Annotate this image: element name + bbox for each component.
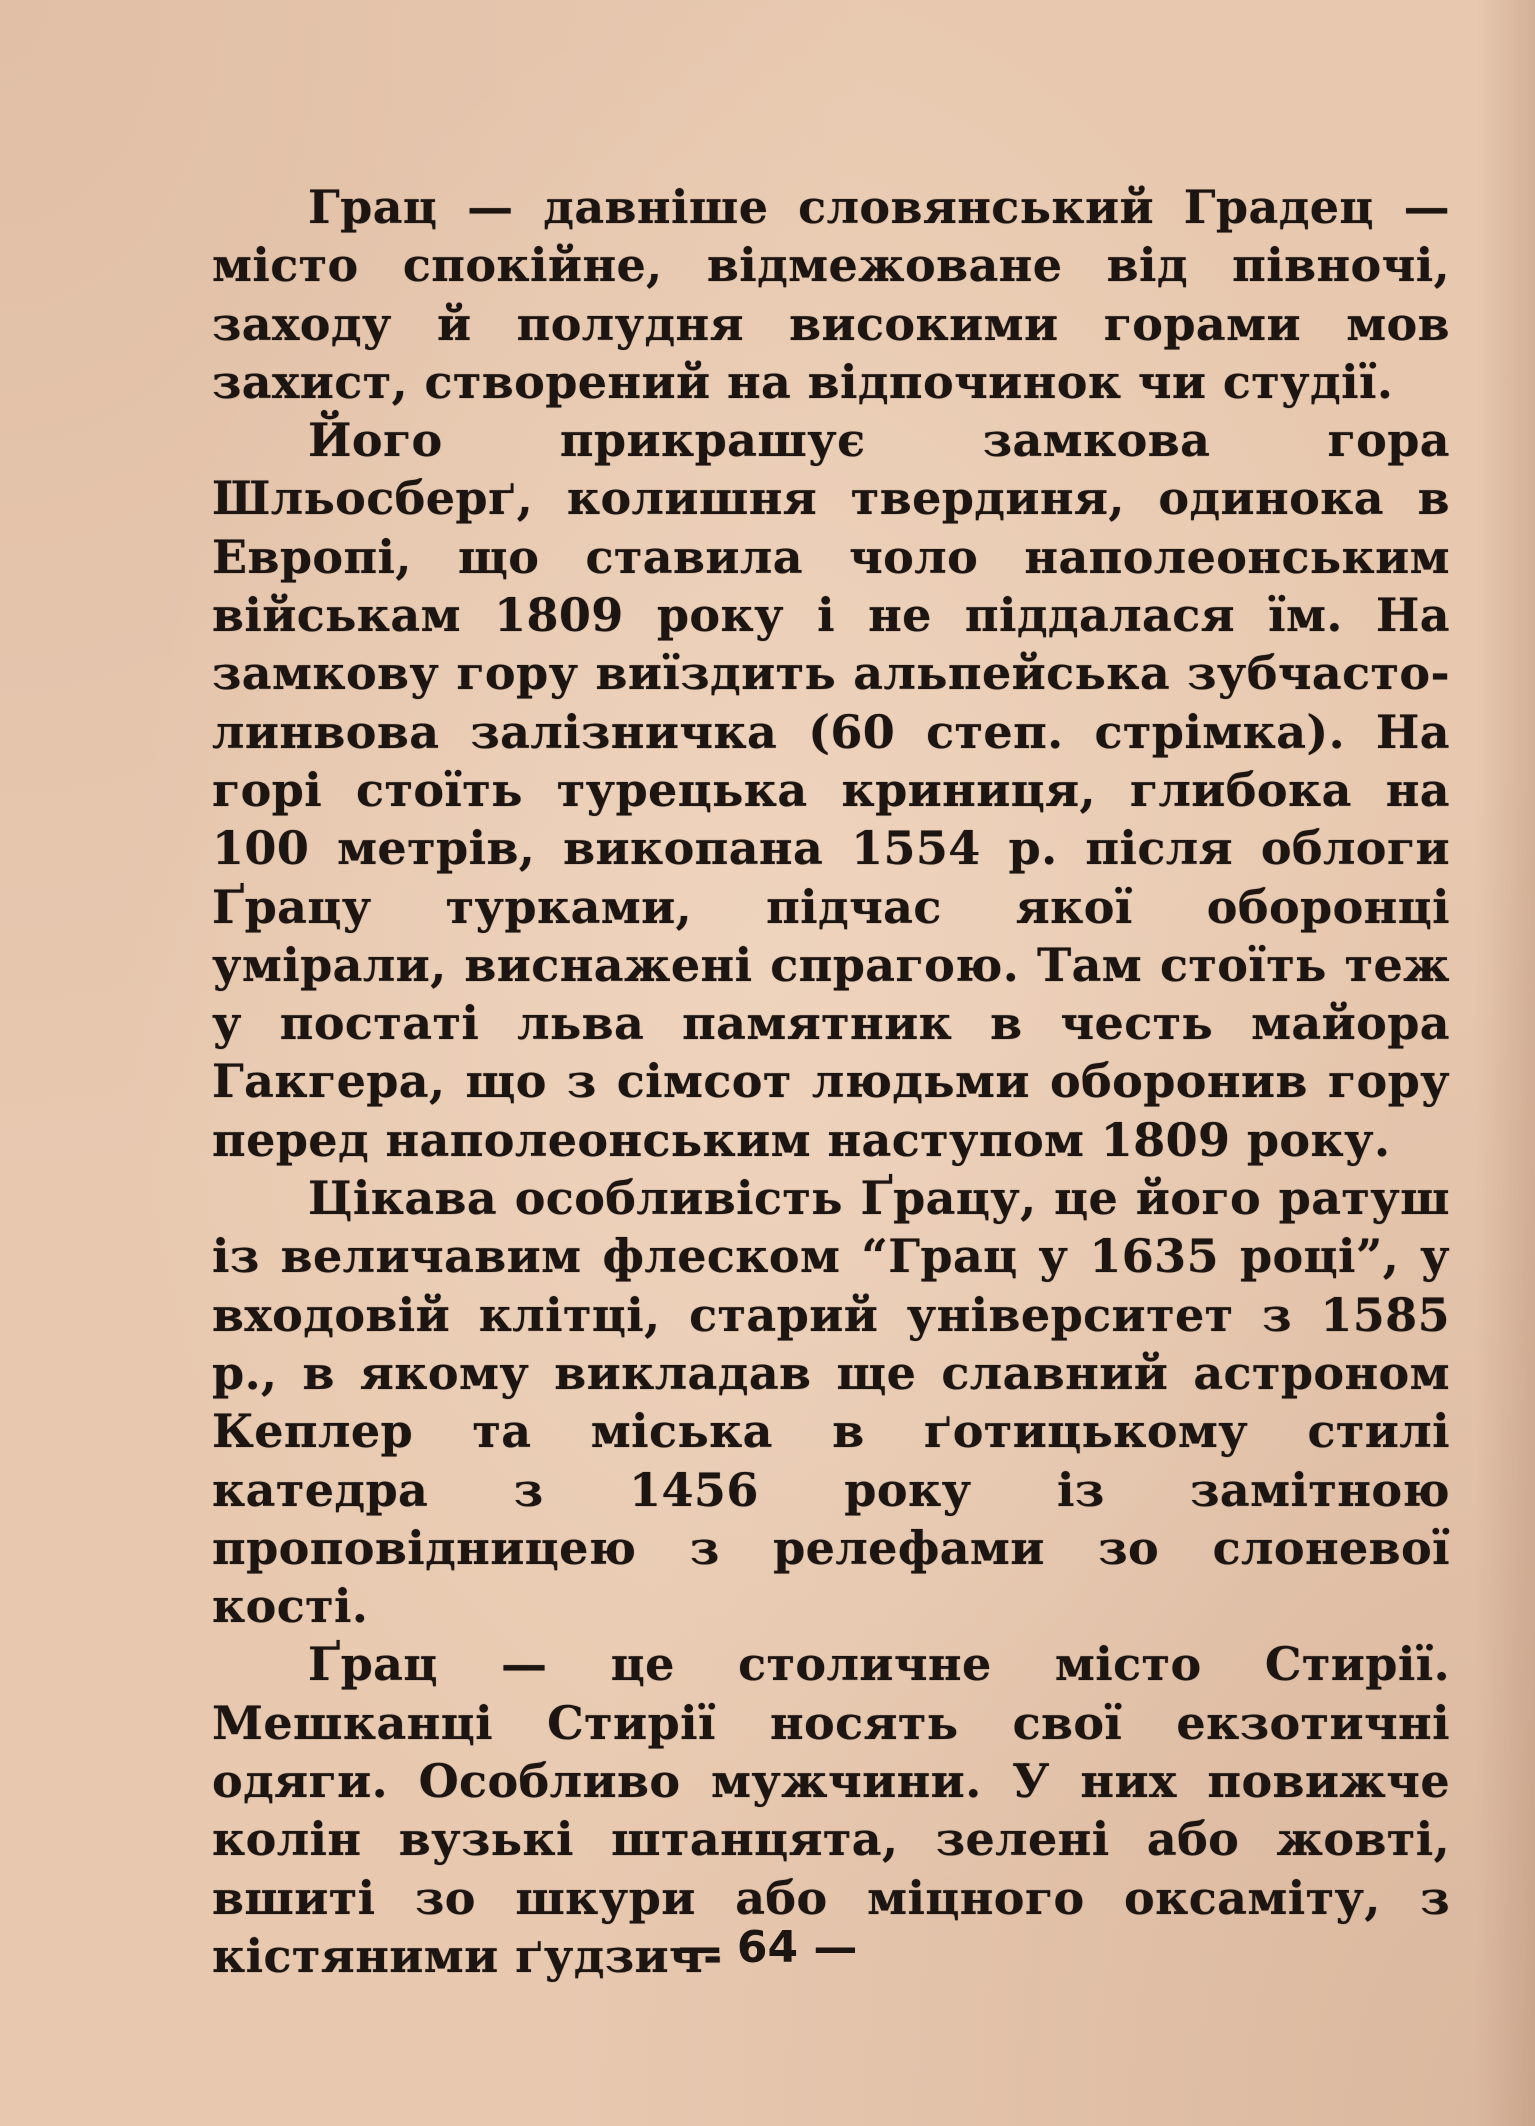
paragraph-schlossberg: Його прикрашує замкова гора Шльосберґ, колишня твердиня, одинока в Европі, що ставила чоло наполеонським військам 1809 року і не піддалася їм. На замкову гору виїздить альпейська зубчасто-линвова залізничка (60 степ. стрімка). На горі стоїть турецька криниця, глибока на 100 метрів, викопана 1554 р. після облоги Ґрацу турками, підчас якої оборонці умірали, виснажені спрагою. Там стоїть теж у постаті льва памятник в честь майора Гакгера, що з сімсот людьми оборонив гору перед наполеонським наступом 1809 року. bbox=[212, 413, 1450, 1167]
paragraph-graz-intro: Грац — давніше словянський Градец — місто спокійне, відмежоване від півночі, заходу й полудня високими горами мов захист, створений на відпочинок чи студії. bbox=[212, 180, 1450, 409]
page-number: — 64 — bbox=[677, 1922, 858, 1973]
page-text bbox=[212, 178, 1450, 1985]
paragraph-styria: Ґрац — це столичне місто Стирії. Мешканці Стирії носять свої екзотичні одяги. Особливо мужчини. У них повижче колін вузькі штанцята, зелені або жовті, вшиті зо шкури або міцного оксаміту, з кістяними ґудзич- bbox=[212, 1637, 1450, 1983]
page-edge-shadow bbox=[1475, 0, 1535, 2126]
paragraph-landmarks: Цікава особливість Ґрацу, це його ратуш із величавим флеском “Грац у 1635 році”, у входовій клітці, старий університет з 1585 р., в якому викладав ще славний астроном Кеплер та міська в ґотицькому стилі катедра з 1456 року із замітною проповідницею з релефами зо слоневої кості. bbox=[212, 1171, 1450, 1634]
